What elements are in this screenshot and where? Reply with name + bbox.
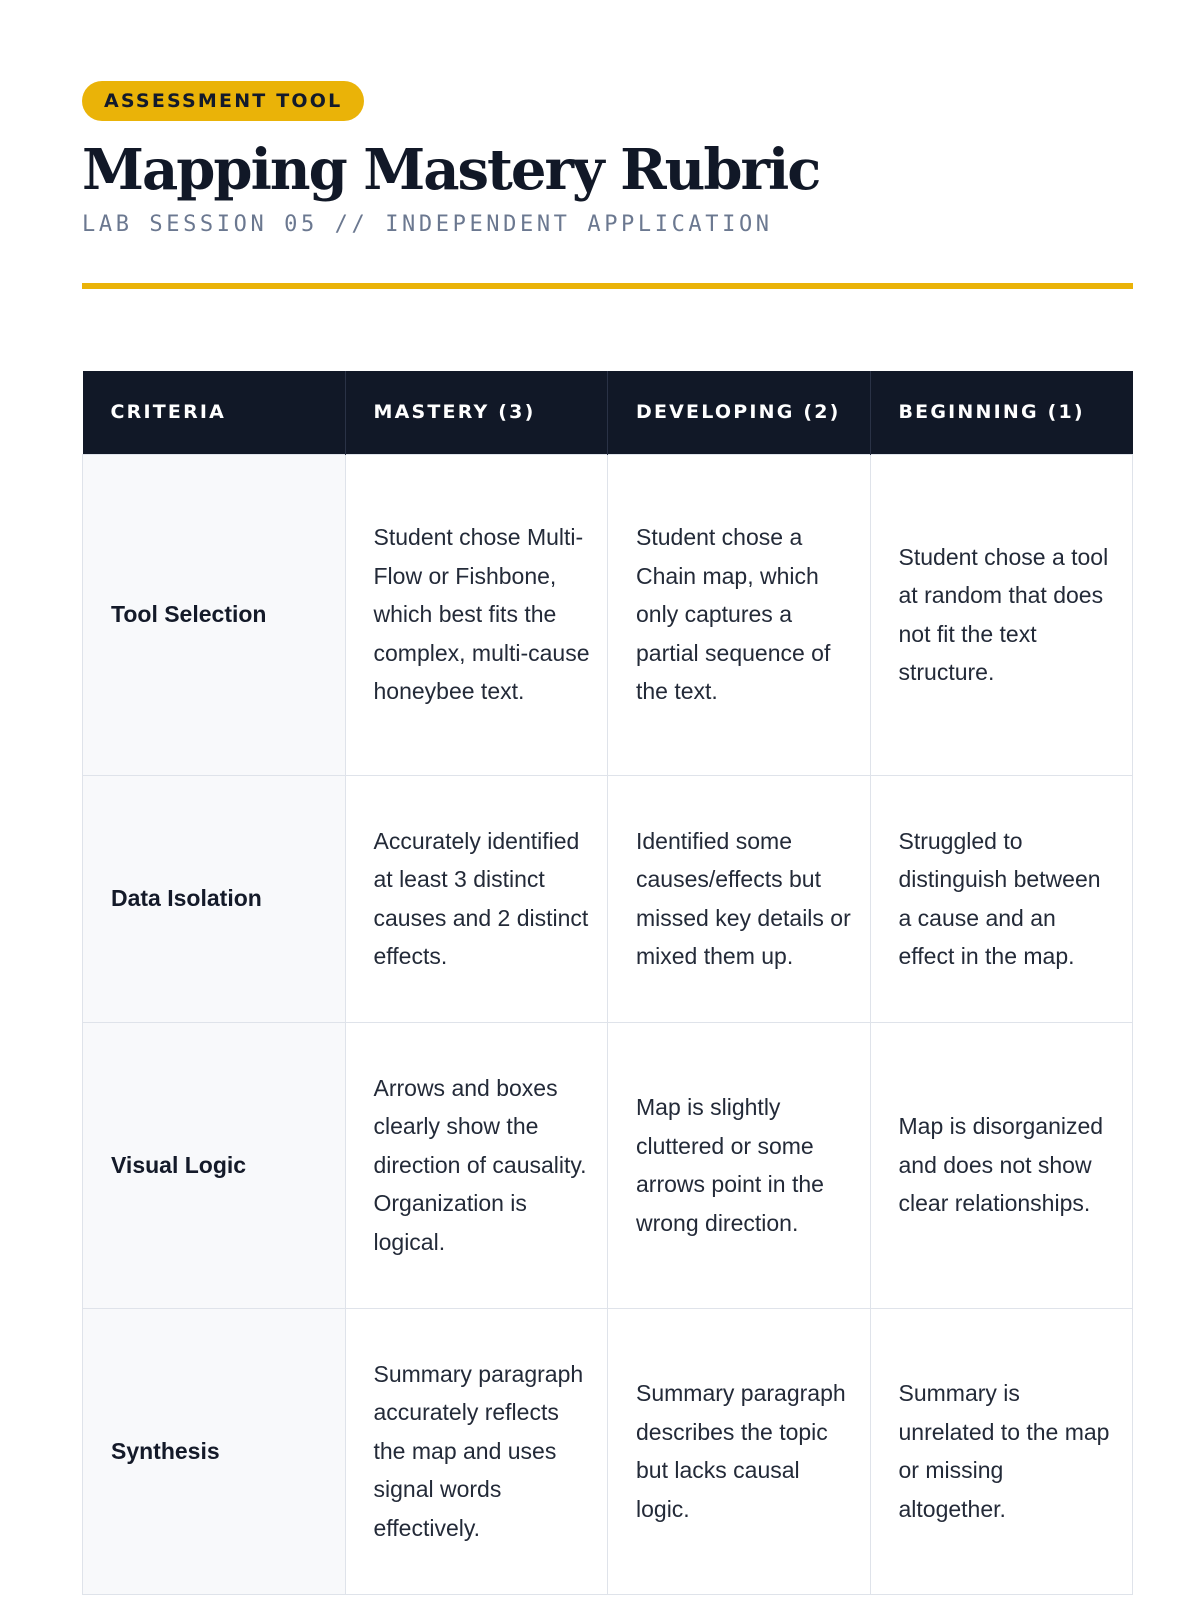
mastery-cell: Arrows and boxes clearly show the direction of causality. Organization is logical. — [345, 1022, 608, 1308]
column-header-beginning: BEGINNING (1) — [870, 371, 1133, 454]
developing-cell: Identified some causes/effects but missed key details or mixed them up. — [608, 775, 871, 1022]
developing-cell: Student chose a Chain map, which only captures a partial sequence of the text. — [608, 454, 871, 775]
column-header-developing: DEVELOPING (2) — [608, 371, 871, 454]
page-subtitle: LAB SESSION 05 // INDEPENDENT APPLICATION — [82, 212, 773, 237]
header-divider — [82, 283, 1133, 289]
criteria-cell: Synthesis — [83, 1308, 346, 1594]
page-title: Mapping Mastery Rubric — [82, 137, 820, 203]
criteria-cell: Data Isolation — [83, 775, 346, 1022]
criteria-cell: Visual Logic — [83, 1022, 346, 1308]
developing-cell: Summary paragraph describes the topic but lacks causal logic. — [608, 1308, 871, 1594]
beginning-cell: Struggled to distinguish between a cause and an effect in the map. — [870, 775, 1133, 1022]
mastery-cell: Student chose Multi-Flow or Fishbone, which best fits the complex, multi-cause honeybee text. — [345, 454, 608, 775]
mastery-cell: Accurately identified at least 3 distinct causes and 2 distinct effects. — [345, 775, 608, 1022]
beginning-cell: Map is disorganized and does not show clear relationships. — [870, 1022, 1133, 1308]
beginning-cell: Student chose a tool at random that does not fit the text structure. — [870, 454, 1133, 775]
rubric-table — [82, 371, 1133, 1595]
beginning-cell: Summary is unrelated to the map or missing altogether. — [870, 1308, 1133, 1594]
column-header-mastery: MASTERY (3) — [345, 371, 608, 454]
assessment-tool-badge: ASSESSMENT TOOL — [82, 81, 364, 121]
table-header-row — [83, 371, 1133, 454]
mastery-cell: Summary paragraph accurately reflects the map and uses signal words effectively. — [345, 1308, 608, 1594]
table-row — [83, 454, 1133, 775]
table-row — [83, 775, 1133, 1022]
developing-cell: Map is slightly cluttered or some arrows point in the wrong direction. — [608, 1022, 871, 1308]
column-header-criteria: CRITERIA — [83, 371, 346, 454]
table-row — [83, 1308, 1133, 1594]
table-row — [83, 1022, 1133, 1308]
criteria-cell: Tool Selection — [83, 454, 346, 775]
